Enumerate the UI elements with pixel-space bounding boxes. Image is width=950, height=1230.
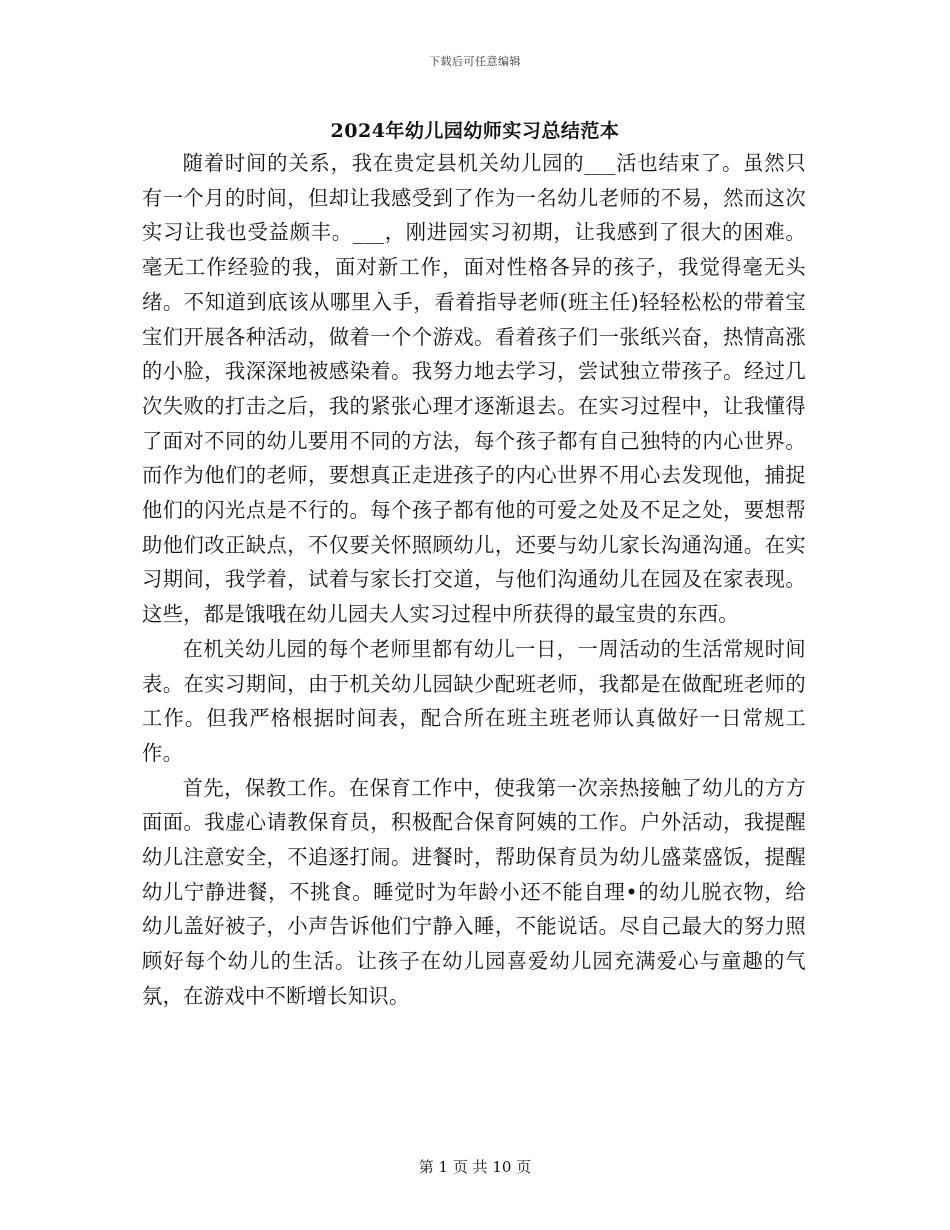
paragraph-2: 在机关幼儿园的每个老师里都有幼儿一日，一周活动的生活常规时间表。在实习期间，由于机关幼儿园缺少配班老师，我都是在做配班老师的工作。但我严格根据时间表，配合所在班主班老师认真做好一日常规工作。 xyxy=(142,636,806,765)
page-number: 第 1 页 共 10 页 xyxy=(418,1158,532,1176)
document-body xyxy=(142,146,806,1014)
paragraph-1: 随着时间的关系，我在贵定县机关幼儿园的___活也结束了。虽然只有一个月的时间，但却让我感受到了作为一名幼儿老师的不易，然而这次实习让我也受益颇丰。___，刚进园实习初期，让我感到了很大的困难。毫无工作经验的我，面对新工作，面对性格各异的孩子，我觉得毫无头绪。不知道到底该从哪里入手，看着指导老师(班主任)轻轻松松的带着宝宝们开展各种活动，做着一个个游戏。看着孩子们一张纸兴奋，热情高涨的小脸，我深深地被感染着。我努力地去学习，尝试独立带孩子。经过几次失败的打击之后，我的紧张心理才逐渐退去。在实习过程中，让我懂得了面对不同的幼儿要用不同的方法，每个孩子都有自己独特的内心世界。而作为他们的老师，要想真正走进孩子的内心世界不用心去发现他，捕捉他们的闪光点是不行的。每个孩子都有他的可爱之处及不足之处，要想帮助他们改正缺点，不仅要关怀照顾幼儿，还要与幼儿家长沟通沟通。在实习期间，我学着，试着与家长打交道，与他们沟通幼儿在园及在家表现。这些，都是饿哦在幼儿园夫人实习过程中所获得的最宝贵的东西。 xyxy=(142,151,806,627)
page-header-note: 下载后可任意编辑 xyxy=(429,55,521,68)
document-title: 2024年幼儿园幼师实习总结范本 xyxy=(330,120,620,142)
paragraph-3: 首先，保教工作。在保育工作中，使我第一次亲热接触了幼儿的方方面面。我虚心请教保育员，积极配合保育阿姨的工作。户外活动，我提醒幼儿注意安全，不追逐打闹。进餐时，帮助保育员为幼儿盛菜盛饭，提醒幼儿宁静进餐，不挑食。睡觉时为年龄小还不能自理•的幼儿脱衣物，给幼儿盖好被子，小声告诉他们宁静入睡，不能说话。尽自己最大的努力照顾好每个幼儿的生活。让孩子在幼儿园喜爱幼儿园充满爱心与童趣的气氛，在游戏中不断增长知识。 xyxy=(142,775,806,1008)
